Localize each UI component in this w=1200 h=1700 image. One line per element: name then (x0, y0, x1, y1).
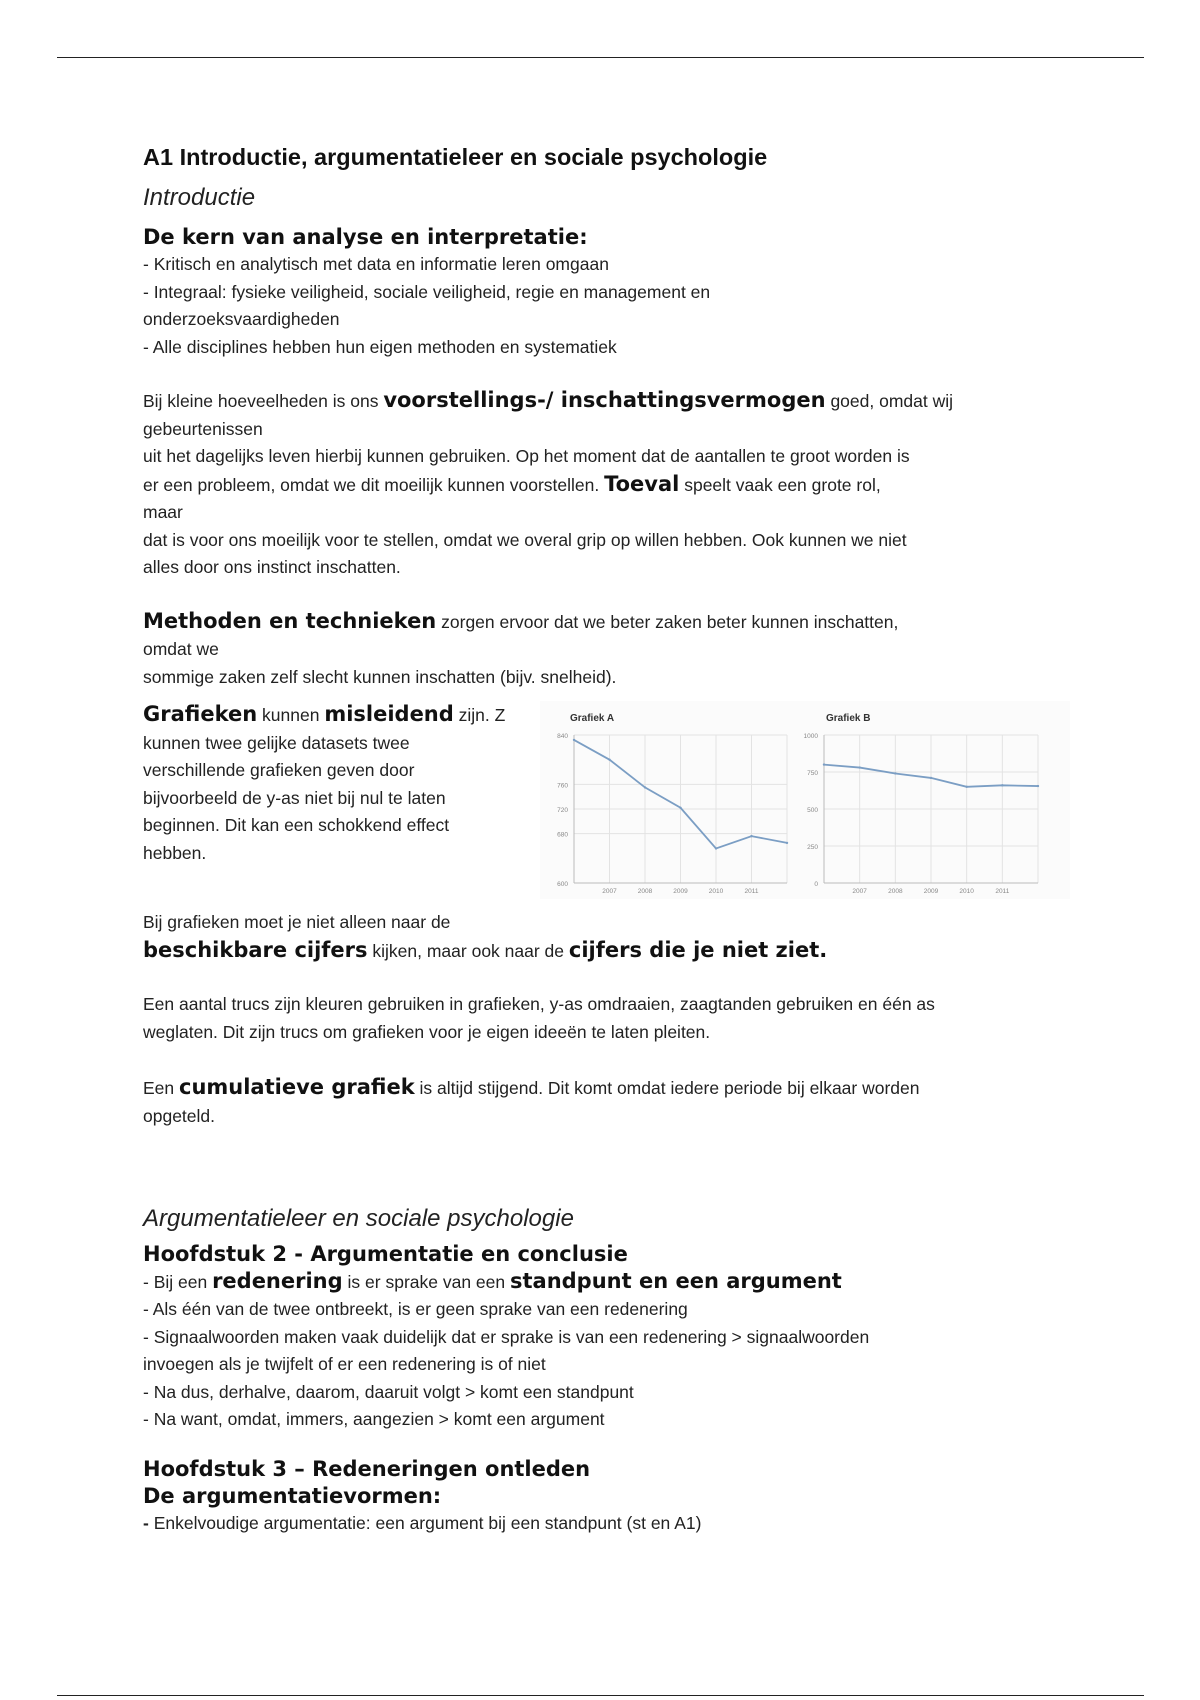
paragraph-grafieken: Grafieken kunnen misleidend zijn. Z kunnen twee gelijke datasets twee verschillende grafieken geven door bijvoorbeeld de y-as niet bij nul te laten beginnen. Dit kan een schokkend effect hebben. (143, 702, 506, 863)
chart-data-point (894, 772, 896, 774)
list-item: invoegen als je twijfelt of er een redenering is of niet (143, 1354, 546, 1374)
term-beschikbare-cijfers: beschikbare cijfers (143, 937, 368, 962)
chart-y-tick-label: 680 (557, 831, 568, 839)
chart-data-point (679, 807, 681, 809)
grafieken-block (143, 701, 1063, 899)
chart-y-tick-label: 840 (557, 733, 568, 740)
document-body: A1 Introductie, argumentatieleer en sociale psychologie Introductie De kern van analyse en interpretatie: - Kritisch en analytisch met data en informatie leren omgaan - Integraal: fysieke veiligheid, sociale veiligheid, regie en management en onderzoeksvaardigheden - Alle disciplines hebben hun eigen methoden en systematiek Bij kleine hoeveelheden is ons voorstellings-/ inschattingsvermogen goed, omdat wij gebeurtenissen uit het dagelijks leven hierbij kunnen gebruiken. Op het moment dat de aantallen te groot worden is er een probleem, omdat we dit moeilijk kunnen voorstellen. Toeval speelt vaak een grote rol, maar dat is voor ons moeilijk voor te stellen, omdat we overal grip op willen hebben. Ook kunnen we niet alles door ons instinct inschatten. Methoden en technieken zorgen ervoor dat we beter zaken beter kunnen inschatten, omdat we sommige zaken zelf slecht kunnen inschatten (bijv. snelheid). Grafieken kunnen misleidend zijn. Z kunnen twee gelijke datasets twee verschillende grafieken geven door bijvoorbeeld de y-as niet bij nul te laten beginnen. Dit kan een schokkend effect hebben. Grafiek A 600 680 720 760 840 2007 2008 2009 2010 2011 Grafiek B 0 250 500 750 1000 2007 2008 2009 2010 2011 Bij grafieken moet je niet alleen naar de beschikbare cijfers kijken, maar ook naar de cijfers die je niet ziet. Een aantal trucs zijn kleuren gebruiken in grafieken, y-as omdraaien, zaagtanden gebruiken en één as weglaten. Dit zijn trucs om grafieken voor je eigen ideeën te laten pleiten. Een cumulatieve grafiek is altijd stijgend. Dit komt omdat iedere periode bij elkaar worden opgeteld. Argumentatieleer en sociale psychologie Hoofdstuk 2 - Argumentatie en conclusie - Bij een redenering is er sprake van een standpunt en een argument - Als één van de twee ontbreekt, is er geen sprake van een redenering - Signaalwoorden maken vaak duidelijk dat er sprake is van een redenering > signaalwoorden invoegen als je twijfelt of er een redenering is of niet - Na dus, derhalve, daarom, daaruit volgt > komt een standpunt - Na want, omdat, immers, aangezien > komt een argument Hoofdstuk 3 – Redeneringen ontleden De argumentatievormen: - Enkelvoudige argumentatie: een argument bij een standpunt (st en A1) (143, 140, 1063, 1537)
term-misleidend: misleidend (324, 702, 454, 726)
list-item: - Na want, omdat, immers, aangezien > komt een argument (143, 1409, 605, 1429)
chart-y-tick-label: 1000 (803, 733, 818, 740)
paragraph-cijfers: Bij grafieken moet je niet alleen naar de beschikbare cijfers kijken, maar ook naar de cijfers die je niet ziet. (143, 912, 828, 962)
chart-x-tick-label: 2011 (744, 888, 759, 895)
chart-x-tick-label: 2010 (959, 888, 974, 895)
chart-y-tick-label: 500 (807, 807, 818, 814)
paragraph-methoden: Methoden en technieken zorgen ervoor dat we beter zaken beter kunnen inschatten, omdat we sommige zaken zelf slecht kunnen inschatten (bijv. snelheid). (143, 608, 899, 687)
charts-figure (540, 701, 1070, 899)
chart-x-tick-label: 2008 (888, 888, 903, 895)
kern-item: onderzoeksvaardigheden (143, 309, 340, 329)
paragraph-inschatting: Bij kleine hoeveelheden is ons voorstellings-/ inschattingsvermogen goed, omdat wij gebeurtenissen uit het dagelijks leven hierbij kunnen gebruiken. Op het moment dat de aantallen te groot worden is er een probleem, omdat we dit moeilijk kunnen voorstellen. Toeval speelt vaak een grote rol, maar dat is voor ons moeilijk voor te stellen, omdat we overal grip op willen hebben. Ook kunnen we niet alles door ons instinct inschatten. (143, 388, 954, 577)
list-item: - Signaalwoorden maken vaak duidelijk dat er sprake is van een redenering > signaalwoorden (143, 1326, 870, 1347)
term-methoden-en-technieken: Methoden en technieken (143, 608, 437, 633)
term-toeval: Toeval (604, 471, 680, 496)
chart-data-point (750, 835, 752, 837)
kern-item: - Alle disciplines hebben hun eigen methoden en systematiek (143, 336, 617, 357)
chart-x-tick-label: 2009 (673, 888, 688, 895)
footer-rule (57, 1695, 1144, 1696)
header-rule (57, 57, 1144, 58)
chart-image-background (540, 701, 1070, 899)
chart-y-tick-label: 750 (807, 770, 818, 777)
kern-item: - Kritisch en analytisch met data en informatie leren omgaan (143, 254, 609, 274)
page-title: A1 Introductie, argumentatieleer en sociale psychologie (143, 144, 768, 170)
chart-y-tick-label: 760 (557, 782, 568, 790)
chart-y-tick-label: 720 (557, 807, 568, 814)
chart-data-point (1037, 785, 1039, 787)
list-item: - Als één van de twee ontbreekt, is er geen sprake van een redenering (143, 1299, 688, 1319)
chart-data-point (786, 842, 788, 844)
chart-x-tick-label: 2008 (637, 888, 653, 895)
chart-y-tick-label: 600 (557, 881, 568, 888)
chart-data-point (644, 786, 646, 788)
chart-data-point (1001, 784, 1003, 786)
chart-x-tick-label: 2007 (602, 888, 617, 895)
chart-x-tick-label: 2007 (852, 888, 867, 895)
chart-data-point (930, 777, 932, 779)
subheading-argumentatievormen: De argumentatievormen: (143, 1483, 442, 1508)
chart-x-tick-label: 2011 (995, 888, 1010, 895)
paragraph-cumulatief: Een cumulatieve grafiek is altijd stijgend. Dit komt omdat iedere periode bij elkaar worden opgeteld. (143, 1075, 920, 1126)
chart-data-point (965, 786, 967, 788)
chart-x-tick-label: 2010 (708, 888, 724, 895)
term-voorstellingsvermogen: voorstellings-/ inschattingsvermogen (383, 388, 826, 412)
section-heading-argumentatieleer: Argumentatieleer en sociale psychologie (143, 1204, 574, 1232)
charts-svg (540, 701, 1070, 899)
chapter-heading-2: Hoofdstuk 2 - Argumentatie en conclusie (143, 1241, 628, 1266)
term-cijfers-niet-ziet: cijfers die je niet ziet. (568, 937, 828, 962)
section-heading-introductie: Introductie (143, 184, 256, 211)
chart-data-point (715, 847, 717, 849)
list-item: - Na dus, derhalve, daarom, daaruit volgt > komt een standpunt (143, 1381, 634, 1402)
paragraph-trucs: Een aantal trucs zijn kleuren gebruiken in grafieken, y-as omdraaien, zaagtanden gebruiken en één as weglaten. Dit zijn trucs om grafieken voor je eigen ideeën te laten pleiten. (143, 994, 935, 1042)
chart-title: Grafiek A (570, 713, 615, 724)
chapter-heading-3: Hoofdstuk 3 – Redeneringen ontleden (143, 1456, 591, 1481)
term-redenering: redenering (212, 1268, 343, 1293)
chart-data-point (858, 766, 860, 768)
kern-heading: De kern van analyse en interpretatie: (143, 225, 588, 249)
term-standpunt-en-argument: standpunt en een argument (509, 1268, 842, 1293)
chart-x-tick-label: 2009 (923, 888, 939, 895)
chart-title: Grafiek B (826, 713, 871, 724)
chart-y-tick-label: 250 (807, 844, 818, 851)
term-cumulatieve-grafiek: cumulatieve grafiek (179, 1075, 415, 1099)
term-grafieken: Grafieken (143, 702, 258, 726)
kern-item: - Integraal: fysieke veiligheid, sociale veiligheid, regie en management en (143, 281, 711, 302)
chart-y-tick-label: 0 (814, 881, 818, 888)
list-item: Enkelvoudige argumentatie: een argument bij een standpunt (st en A1) (153, 1512, 702, 1533)
chart-data-point (823, 763, 825, 765)
chart-data-point (608, 758, 610, 760)
chart-data-point (573, 739, 575, 741)
